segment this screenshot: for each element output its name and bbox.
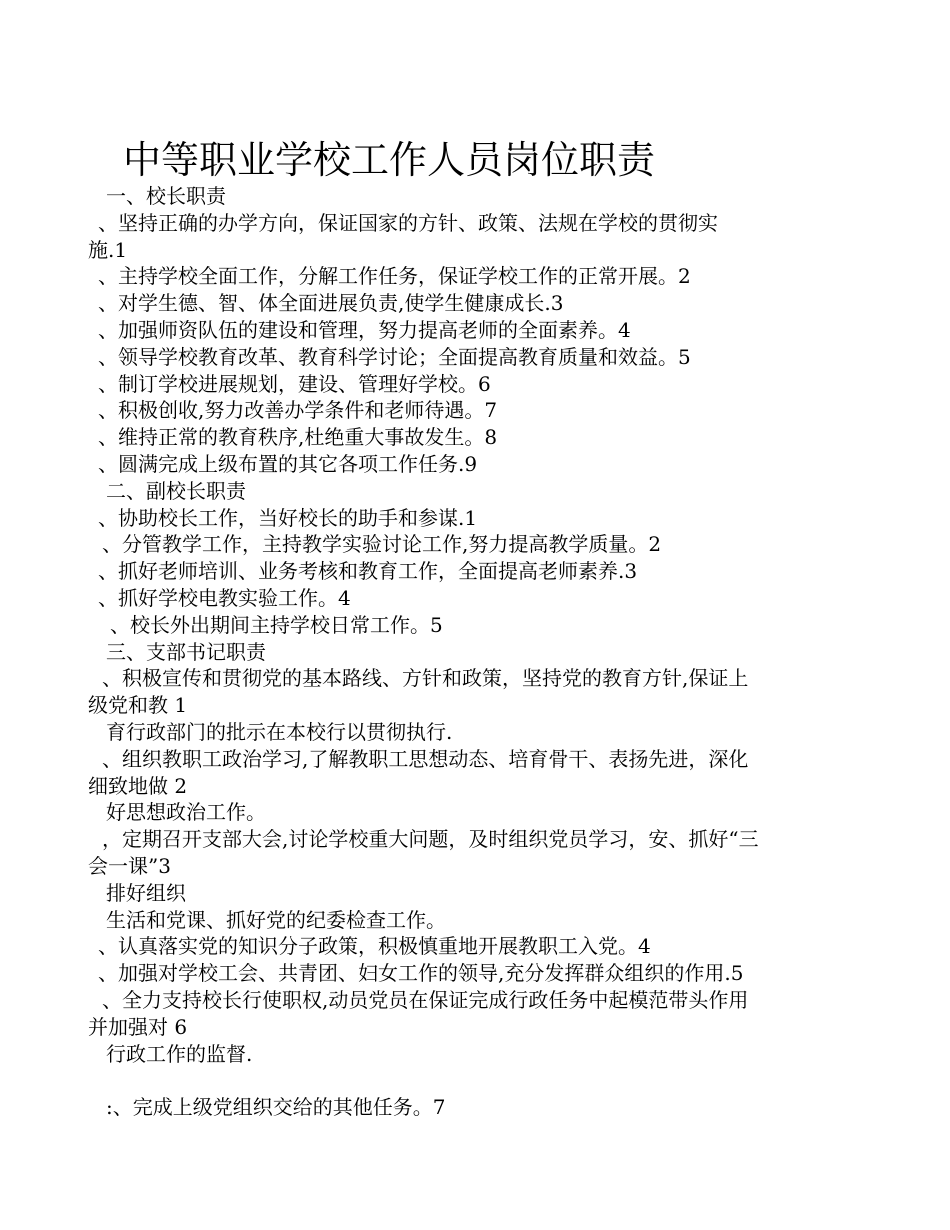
body-line: 、抓好学校电教实验工作。4 — [98, 585, 351, 610]
body-line: 细致地做 2 — [88, 773, 188, 798]
body-line: ，定期召开支部大会,讨论学校重大问题，及时组织党员学习，安、抓好“三 — [102, 827, 759, 852]
body-line: 、认真落实党的知识分子政策，积极慎重地开展教职工入党。4 — [98, 934, 651, 959]
body-line: 施.1 — [88, 237, 128, 262]
body-line: 、组织教职工政治学习,了解教职工思想动态、培育骨干、表扬先进，深化 — [102, 746, 749, 771]
body-line: 好思想政治工作。 — [106, 800, 266, 825]
body-line: 、主持学校全面工作，分解工作任务，保证学校工作的正常开展。2 — [98, 264, 691, 289]
body-line: 会一课”3 — [88, 853, 171, 878]
body-line: :、完成上级党组织交给的其他任务。7 — [106, 1095, 446, 1120]
body-line: 排好组织 — [106, 880, 186, 905]
body-line: 、加强师资队伍的建设和管理，努力提高老师的全面素养。4 — [98, 317, 631, 342]
body-line: 、对学生德、智、体全面进展负责,使学生健康成长.3 — [98, 291, 564, 316]
body-line: 、分管教学工作，主持教学实验讨论工作,努力提高教学质量。2 — [102, 532, 662, 557]
body-line: 、加强对学校工会、共青团、妇女工作的领导,充分发挥群众组织的作用.5 — [98, 961, 744, 986]
body-line: 育行政部门的批示在本校行以贯彻执行. — [106, 719, 453, 744]
blank-line — [88, 1067, 868, 1094]
section-heading-principal: 一、校长职责 — [106, 184, 226, 208]
document-title: 中等职业学校工作人员岗位职责 — [123, 138, 656, 182]
body-line: 、积极创收,努力改善办学条件和老师待遇。7 — [98, 398, 498, 423]
body-line: 、全力支持校长行使职权,动员党员在保证完成行政任务中起模范带头作用 — [102, 987, 749, 1012]
document-body — [88, 183, 868, 1121]
section-heading-vice-principal: 二、副校长职责 — [106, 478, 246, 503]
body-line: 、抓好老师培训、业务考核和教育工作，全面提高老师素养.3 — [98, 559, 638, 584]
body-line: 、圆满完成上级布置的其它各项工作任务.9 — [98, 451, 478, 476]
body-line: 并加强对 6 — [88, 1014, 188, 1039]
body-line: 、坚持正确的办学方向，保证国家的方针、政策、法规在学校的贯彻实 — [98, 210, 718, 235]
body-line: 、制订学校进展规划，建设、管理好学校。6 — [98, 371, 491, 396]
section-heading-branch-secretary: 三、支部书记职责 — [106, 639, 266, 664]
body-line: 级党和教 1 — [88, 693, 188, 718]
body-line: 、积极宣传和贯彻党的基本路线、方针和政策，坚持党的教育方针,保证上 — [102, 666, 749, 691]
body-line: 、协助校长工作，当好校长的助手和参谋.1 — [98, 505, 478, 530]
body-line: 行政工作的监督. — [106, 1041, 253, 1066]
body-line: 、维持正常的教育秩序,杜绝重大事故发生。8 — [98, 425, 498, 450]
body-line: 生活和党课、抓好党的纪委检查工作。 — [106, 907, 446, 932]
body-line: 、校长外出期间主持学校日常工作。5 — [110, 612, 443, 637]
body-line: 、领导学校教育改革、教育科学讨论；全面提高教育质量和效益。5 — [98, 344, 691, 369]
